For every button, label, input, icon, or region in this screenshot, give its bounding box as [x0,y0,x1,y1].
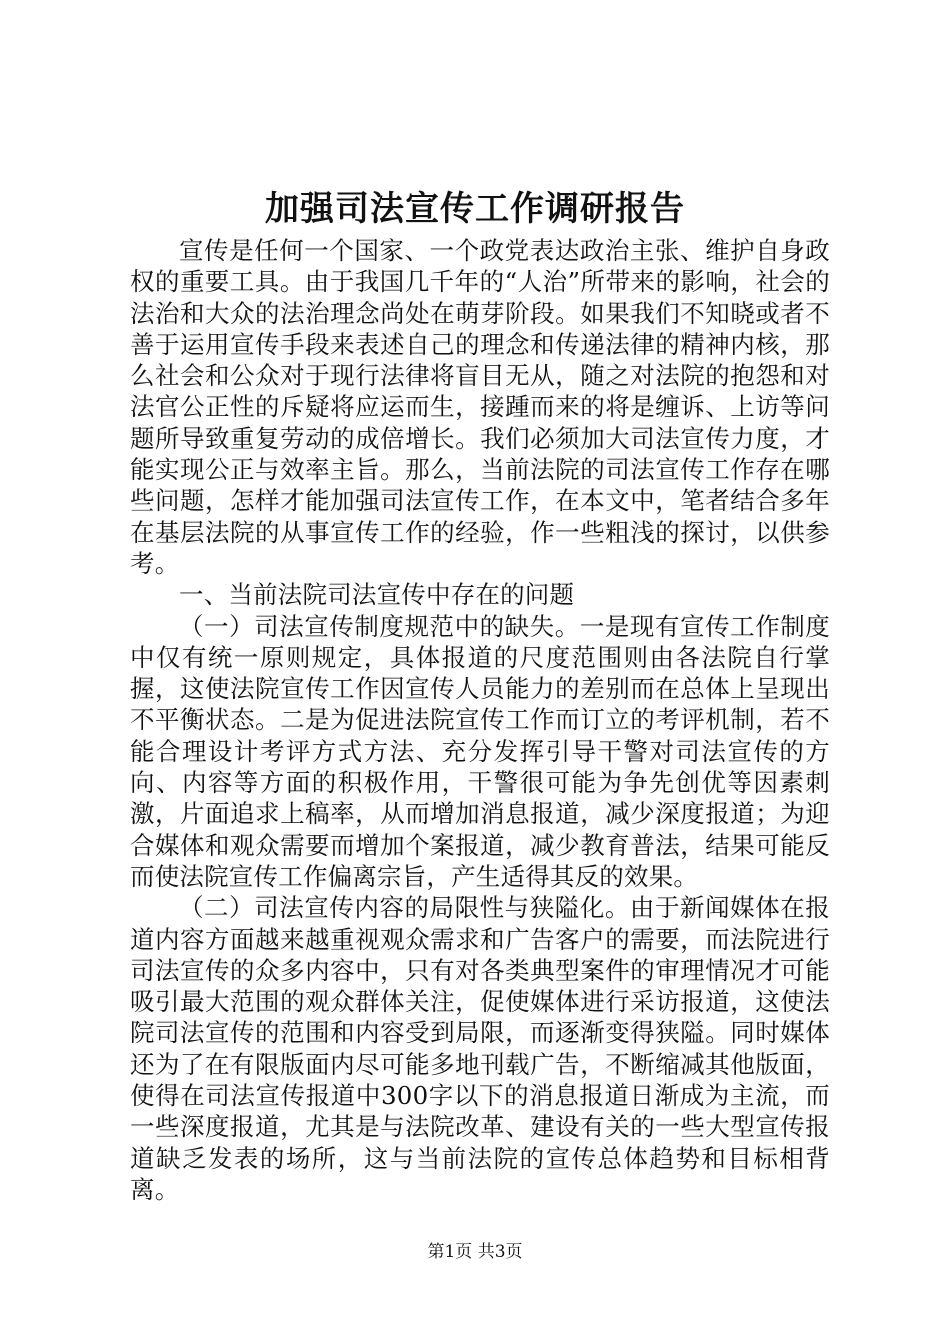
document-body [130,235,830,1205]
subsection-paragraph-2: （二）司法宣传内容的局限性与狭隘化。由于新闻媒体在报道内容方面越来越重视观众需求和广告客户的需要，而法院进行司法宣传的众多内容中，只有对各类典型案件的审理情况才可能吸引最大范围的观众群体关注，促使媒体进行采访报道，这使法院司法宣传的范围和内容受到局限，而逐渐变得狭隘。同时媒体还为了在有限版面内尽可能多地刊载广告，不断缩减其他版面，使得在司法宣传报道中300字以下的消息报道日渐成为主流，而一些深度报道，尤其是与法院改革、建设有关的一些大型宣传报道缺乏发表的场所，这与当前法院的宣传总体趋势和目标相背离。 [130,893,830,1204]
document-title: 加强司法宣传工作调研报告 [265,189,685,229]
intro-paragraph: 宣传是任何一个国家、一个政党表达政治主张、维护自身政权的重要工具。由于我国几千年的“人治”所带来的影响，社会的法治和大众的法治理念尚处在萌芽阶段。如果我们不知晓或者不善于运用宣传手段来表述自己的理念和传递法律的精神内核，那么社会和公众对于现行法律将盲目无从，随之对法院的抱怨和对法官公正性的斥疑将应运而生，接踵而来的将是缠诉、上访等问题所导致重复劳动的成倍增长。我们必须加大司法宣传力度，才能实现公正与效率主旨。那么，当前法院的司法宣传工作存在哪些问题，怎样才能加强司法宣传工作，在本文中，笔者结合多年在基层法院的从事宣传工作的经验，作一些粗浅的探讨，以供参考。 [130,236,830,578]
subsection-paragraph-1: （一）司法宣传制度规范中的缺失。一是现有宣传工作制度中仅有统一原则规定，具体报道的尺度范围则由各法院自行掌握，这使法院宣传工作因宣传人员能力的差别而在总体上呈现出不平衡状态。二是为促进法院宣传工作而订立的考评机制，若不能合理设计考评方式方法、充分发挥引导干警对司法宣传的方向、内容等方面的积极作用，干警很可能为争先创优等因素刺激，片面追求上稿率，从而增加消息报道，减少深度报道；为迎合媒体和观众需要而增加个案报道，减少教育普法，结果可能反而使法院宣传工作偏离宗旨，产生适得其反的效果。 [130,611,830,891]
page-number-footer: 第1页 共3页 [427,1242,523,1262]
section-heading: 一、当前法院司法宣传中存在的问题 [179,580,575,610]
